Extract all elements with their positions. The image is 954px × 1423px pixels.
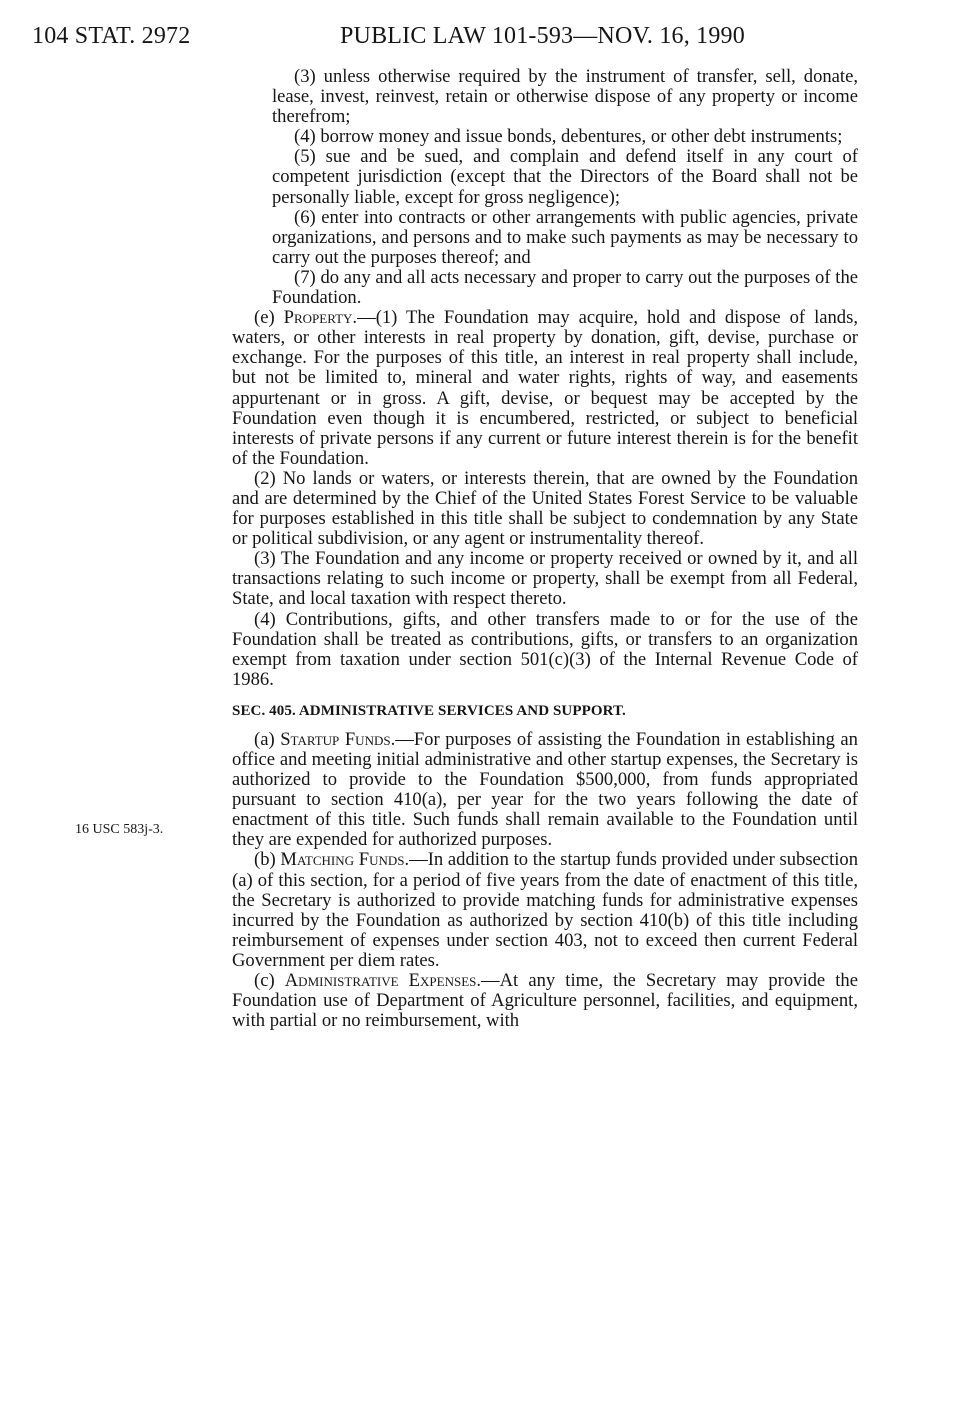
- property-heading: Property.: [283, 307, 358, 329]
- usc-margin-note: 16 USC 583j-3.: [75, 822, 164, 837]
- property-paragraph-3: (3) The Foundation and any income or property received or owned by it, and all transactions relating to such income or property, shall be exempt from all Federal, State, and local taxation with respect thereto.: [232, 548, 858, 610]
- public-law-citation: PUBLIC LAW 101-593—NOV. 16, 1990: [340, 23, 745, 49]
- list-item: (6) enter into contracts or other arrangements with public agencies, private organizations, and persons and to make such payments as may be necessary to carry out the purposes thereof; and: [272, 206, 858, 268]
- administrative-expenses-heading: Administrative Expenses.: [284, 970, 482, 992]
- property-text: —(1) The Foundation may acquire, hold and dispose of lands, waters, or other interests in real property by donation, gift, devise, purchase or exchange. For the purposes of this title, an interest in real property shall include, but not be limited to, mineral and water rights, rights of way, and easements appurtenant or in gross. A gift, devise, or bequest may be accepted by the Foundation even though it is encumbered, restricted, or subject to beneficial interests of private persons if any current or future interest therein is for the benefit of the Foundation.: [232, 307, 858, 469]
- list-item: (3) unless otherwise required by the instrument of transfer, sell, donate, lease, invest, reinvest, retain or otherwise dispose of any property or income therefrom;: [272, 66, 858, 128]
- running-head: [32, 20, 812, 52]
- administrative-expenses-text: —At any time, the Secretary may provide the Foundation use of Department of Agriculture personnel, facilities, and equipment, with partial or no reimbursement, with: [232, 970, 858, 1032]
- property-paragraph-4: (4) Contributions, gifts, and other transfers made to or for the use of the Foundation shall be treated as contributions, gifts, or transfers to an organization exempt from taxation under section 501(c)(3) of the Internal Revenue Code of 1986.: [232, 608, 858, 690]
- subsection-e-prefix: (e): [254, 307, 284, 329]
- matching-funds-heading: Matching Funds.: [280, 849, 410, 871]
- administrative-expenses-paragraph: [232, 971, 858, 1031]
- list-item: (4) borrow money and issue bonds, debentures, or other debt instruments;: [294, 126, 843, 148]
- property-paragraph-1: [232, 308, 858, 469]
- list-item: (5) sue and be sued, and complain and defend itself in any court of competent jurisdiction (except that the Directors of the Board shall not be personally liable, except for gross negligence);: [272, 146, 858, 208]
- stat-citation: 104 STAT. 2972: [32, 23, 191, 49]
- property-paragraph-2: (2) No lands or waters, or interests therein, that are owned by the Foundation and are determined by the Chief of the United States Forest Service to be valuable for purposes established in this title shall be subject to condemnation by any State or political subdivision, or any agent or instrumentality thereof.: [232, 467, 858, 550]
- page-body: [232, 67, 858, 1031]
- list-item: (7) do any and all acts necessary and proper to carry out the purposes of the Foundation.: [272, 266, 858, 309]
- matching-funds-text: —In addition to the startup funds provided under subsection (a) of this section, for a period of five years from the date of enactment of this title, the Secretary is authorized to provide matching funds for administrative expenses incurred by the Foundation as authorized by section 410(b) of this title including reimbursement of expenses under section 403, not to exceed then current Federal Government per diem rates.: [232, 849, 858, 971]
- startup-funds-paragraph: [232, 730, 858, 851]
- subsection-c-prefix: (c): [254, 970, 285, 992]
- matching-funds-paragraph: [232, 850, 858, 971]
- startup-funds-text: —For purposes of assisting the Foundation in establishing an office and meeting initial administrative and other startup expenses, the Secretary is authorized to provide to the Foundation $500,000, from funds appropriated pursuant to section 410(a), per year for the two years following the date of enactment of this title. Such funds shall remain available to the Foundation until they are expended for authorized purposes.: [232, 728, 858, 851]
- section-405-heading: SEC. 405. ADMINISTRATIVE SERVICES AND SUPPORT.: [232, 702, 626, 719]
- subsection-a-prefix: (a): [254, 728, 281, 750]
- subsection-b-prefix: (b): [254, 849, 281, 871]
- startup-funds-heading: Startup Funds.: [280, 728, 396, 750]
